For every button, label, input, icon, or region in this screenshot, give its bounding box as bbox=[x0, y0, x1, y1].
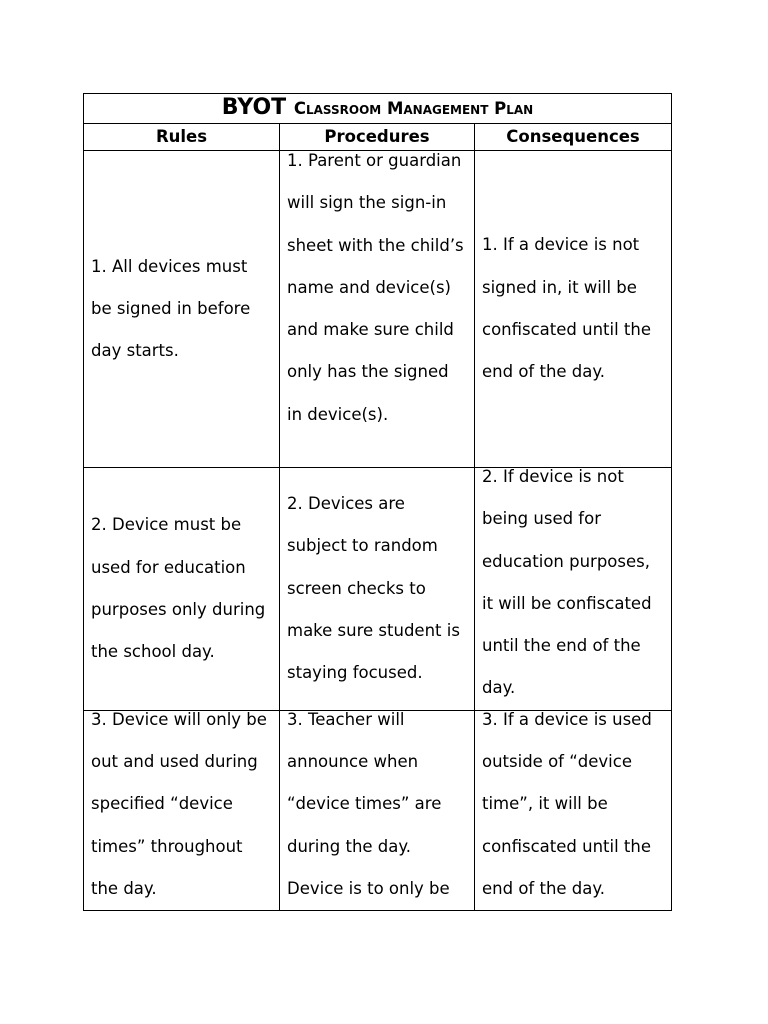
header-consequences: Consequences bbox=[475, 124, 672, 151]
procedure-cell bbox=[280, 710, 475, 910]
header-rules: Rules bbox=[84, 124, 280, 151]
procedure-cell bbox=[280, 151, 475, 468]
table-row bbox=[84, 151, 672, 468]
title-rest: Classroom Management Plan bbox=[293, 99, 534, 118]
table-row bbox=[84, 468, 672, 711]
procedure-text: 2. Devices are subject to random screen checks to make sure student is staying focused. bbox=[287, 494, 460, 683]
rule-cell bbox=[84, 151, 280, 468]
procedure-text: 3. Teacher will announce when “device times” are during the day. Device is to only be bbox=[287, 710, 450, 898]
consequence-cell bbox=[475, 151, 672, 468]
consequence-cell bbox=[475, 468, 672, 711]
table-row bbox=[84, 710, 672, 910]
consequence-cell bbox=[475, 710, 672, 910]
consequence-text: 3. If a device is used outside of “device time”, it will be confiscated until the end of the day. bbox=[482, 710, 652, 898]
rule-text: 3. Device will only be out and used during specified “device times” throughout the day. bbox=[91, 710, 267, 898]
consequence-text: 1. If a device is not signed in, it will be confiscated until the end of the day. bbox=[482, 235, 652, 382]
header-procedures: Procedures bbox=[280, 124, 475, 151]
consequence-text: 2. If device is not being used for education purposes, it will be confiscated until the end of the day. bbox=[482, 467, 652, 698]
rule-text: 1. All devices must be signed in before day starts. bbox=[91, 256, 251, 361]
title-row bbox=[84, 94, 672, 124]
rule-cell bbox=[84, 468, 280, 711]
classroom-management-plan-table bbox=[83, 93, 672, 911]
rule-cell bbox=[84, 710, 280, 910]
procedure-text: 1. Parent or guardian will sign the sign-in sheet with the child’s name and device(s) and make sure child only has the signed in device(s). bbox=[287, 151, 464, 424]
document-title bbox=[84, 94, 672, 124]
title-lead: BYOT bbox=[221, 95, 287, 120]
header-row bbox=[84, 124, 672, 151]
rule-text: 2. Device must be used for education purposes only during the school day. bbox=[91, 515, 266, 662]
procedure-cell bbox=[280, 468, 475, 711]
